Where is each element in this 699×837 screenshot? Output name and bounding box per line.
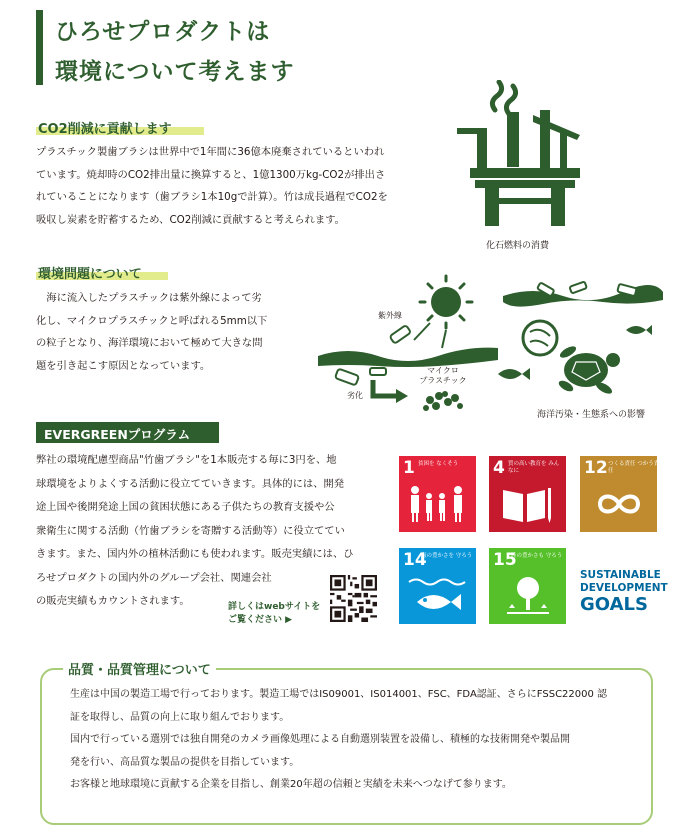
quality-body: 生産は中国の製造工場で行っております。製造工場ではIS09001、IS014001、FSC、FDA認証、さらにFSSC22000 認 証を取得し、品質の向上に取り組んでおります。 国内で行っている選別では独自開発のカメラ画像処理による自動選別装置を設備し、積極的な技術開発や製品開 発を行い、高品質な製品の提供を目指しています。 お客様と地球環境に貢献する企業を目指し、創業20年超の信頼と実績を未来へつなげて参ります。	[70, 689, 608, 790]
people-icon	[407, 484, 467, 524]
co2-body: プラスチック製歯ブラシは世界中で1年間に36億本廃棄されているといわれ ています。焼却時のCO2排出量に換算すると、1億1300万kg-CO2が排出さ れていることになります（歯ブラシ1本10gで計算）。竹は成長過程でCO2を 吸収し炭素を貯蓄するため、CO2削減に貢献すると考えられます。	[36, 146, 388, 226]
page-title-line2: 環境について考えます	[55, 59, 295, 85]
sdg-goal-14-tile: 14 海の豊かさを 守ろう	[399, 548, 476, 624]
env-body: 海に流入したプラスチックは紫外線によって劣 化し、マイクロプラスチックと呼ばれる5mm以下 の粒子となり、海洋環境において極めて大きな問 題を引き起こす原因となっています。	[36, 292, 268, 372]
evergreen-heading: EVERGREENプログラム	[36, 422, 219, 443]
env-heading: 環境問題について	[38, 267, 142, 282]
title-accent-bar	[36, 10, 43, 85]
book-icon	[501, 486, 553, 524]
website-link[interactable]: 詳しくはwebサイトを ご覧ください ▶	[228, 602, 321, 625]
tree-icon	[503, 574, 553, 618]
sdg-logo: SUSTAINABLE DEVELOPMENT GOALS	[580, 569, 668, 615]
sdg-goal-12-tile: 12 つくる責任 つかう責任	[580, 456, 657, 532]
sun-icon	[431, 287, 461, 317]
quality-heading: 品質・品質管理について	[63, 659, 216, 678]
fish-wave-icon	[407, 576, 467, 618]
fish-icon	[498, 368, 530, 380]
sdg-goal-15-tile: 15 陸の豊かさも 守ろう	[489, 548, 566, 624]
ocean-plastic-illustration	[318, 268, 663, 418]
microplastic-label: マイクロ プラスチック	[419, 366, 467, 385]
evergreen-body: 弊社の環境配慮型商品"竹歯ブラシ"を1本販売する毎に3円を、地 球環境をよりよくする活動に役立てていきます。具体的には、開発 途上国や後開発途上国の貧困状態にある子供たちの教育支援や公 衆衛生に関する活動（竹歯ブラシを寄贈する活動等）に役立ててい きます。また、国内外の植林活動にも使われます。販売実績には、ひ ろせプロダクトの国内外のグループ会社、関連会社 の販売実績もカウントされます。	[36, 454, 354, 607]
page-title-line1: ひろせプロダクトは	[55, 19, 271, 45]
co2-heading: CO2削減に貢献します	[38, 122, 172, 137]
qr-code[interactable]	[330, 575, 377, 622]
sdg-goal-1-tile: 1 貧困を なくそう	[399, 456, 476, 532]
infinity-icon	[594, 490, 644, 518]
pollution-caption: 海洋汚染・生態系への影響	[537, 410, 646, 420]
degrade-label: 劣化	[347, 391, 363, 400]
turtle-icon	[564, 353, 608, 387]
oil-rig-icon	[455, 80, 595, 230]
uv-label: 紫外線	[378, 311, 402, 320]
rig-caption: 化石燃料の消費	[486, 241, 550, 251]
sdg-goal-4-tile: 4 質の高い教育を みんなに	[489, 456, 566, 532]
